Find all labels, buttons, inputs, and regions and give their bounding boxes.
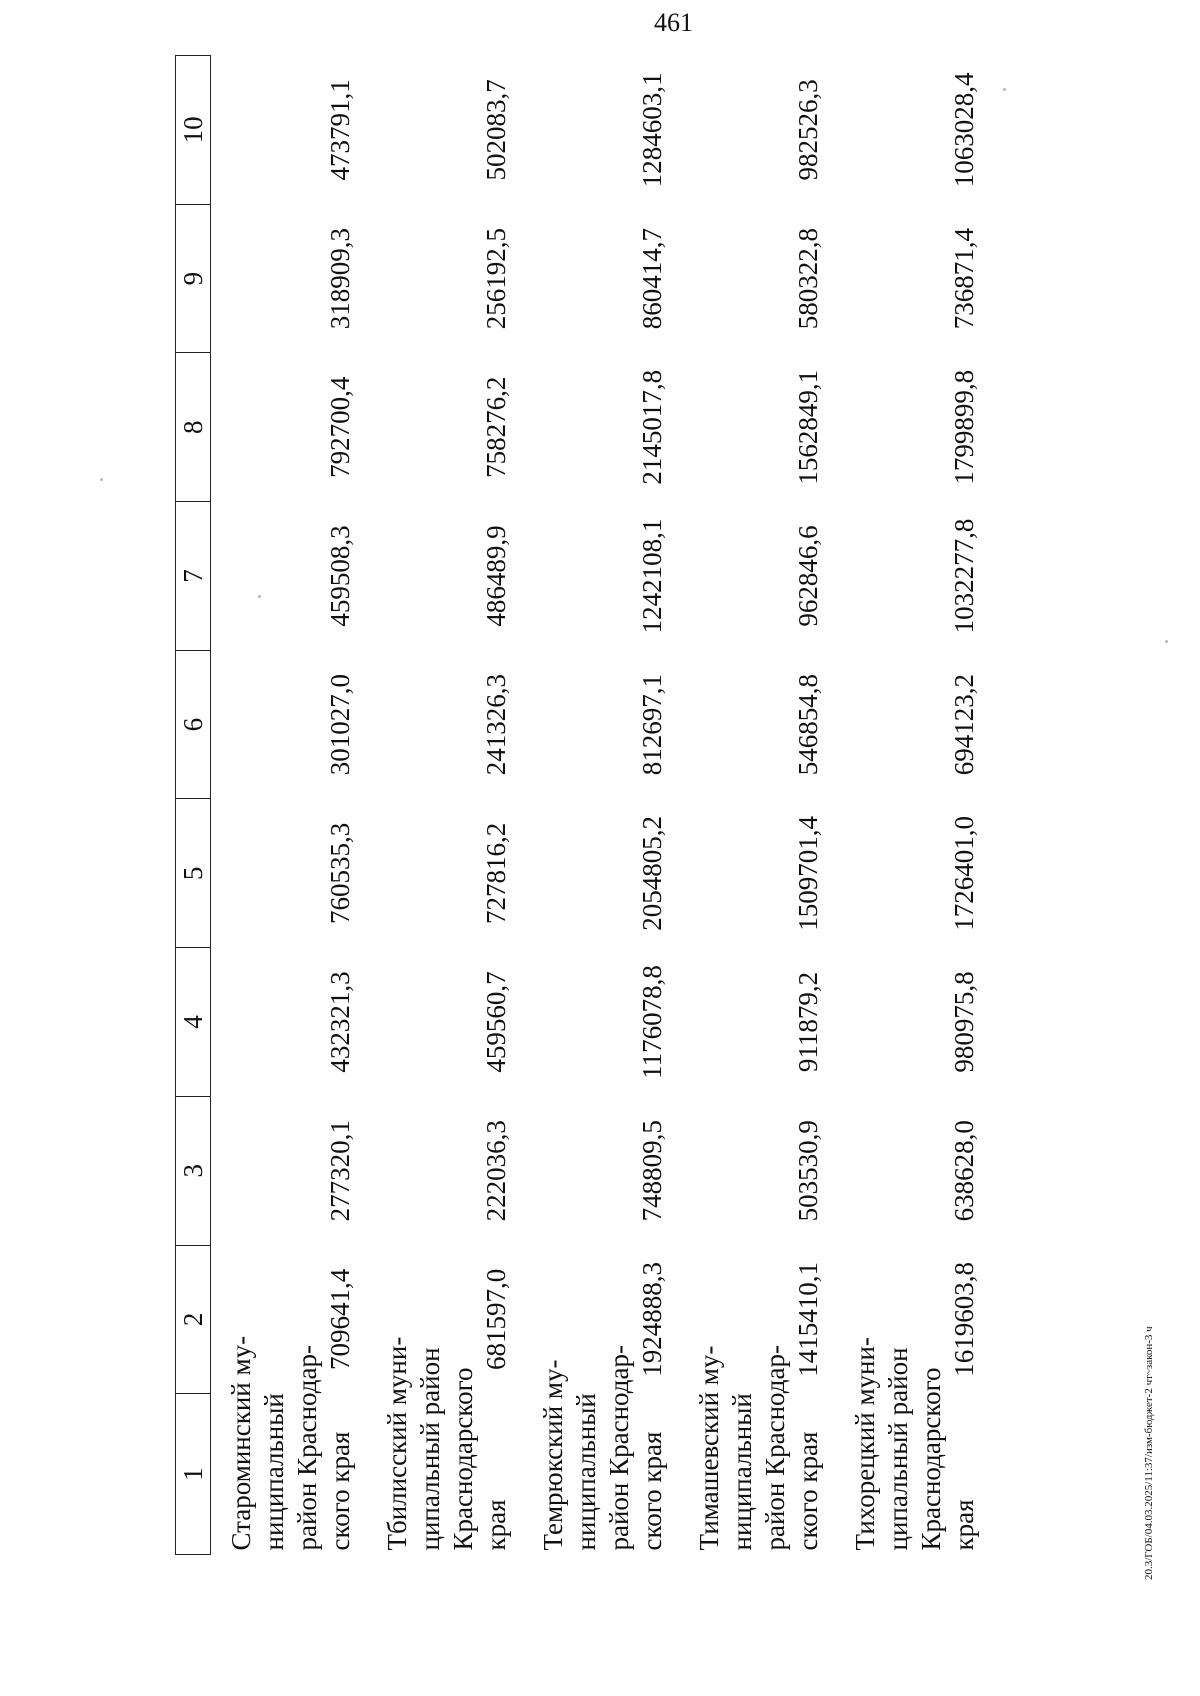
value-cell: 241326,3 [481, 674, 511, 776]
value-cell: 982526,3 [793, 79, 823, 181]
column-header: 2 [176, 1245, 211, 1394]
column-header: 6 [176, 650, 211, 799]
municipality-name-line: район Краснодар- [760, 1345, 790, 1551]
value-cell: 2054805,2 [637, 815, 667, 931]
municipality-name-line: Тихорецкий муни- [850, 1337, 880, 1551]
column-header: 1 [176, 1394, 211, 1555]
municipality-name-cell [835, 1337, 991, 1555]
value-cell: 277320,1 [325, 1120, 355, 1222]
value-cell: 748809,5 [637, 1120, 667, 1222]
municipality-name-line: ниципальный [727, 1393, 757, 1551]
municipality-name-line: ского края [637, 1431, 667, 1551]
value-cell: 1415410,1 [793, 1262, 823, 1377]
column-header: 8 [176, 353, 211, 502]
scan-speck [100, 478, 103, 481]
value-cell: 1063028,4 [949, 72, 979, 188]
column-header: 4 [176, 948, 211, 1097]
value-cell: 222036,3 [481, 1120, 511, 1222]
value-cell: 736871,4 [949, 227, 979, 330]
budget-table [175, 55, 991, 1555]
value-cell: 2145017,8 [637, 369, 667, 485]
value-cell: 1176078,8 [637, 965, 667, 1079]
municipality-name-line: ципальный район [883, 1347, 913, 1551]
value-cell: 1242108,1 [637, 518, 667, 634]
municipality-name-line: Староминский му- [226, 1335, 256, 1551]
value-cell: 486489,9 [481, 525, 511, 627]
value-cell: 812697,1 [637, 674, 667, 776]
column-header: 3 [176, 1096, 211, 1245]
municipality-name-line: края [481, 1499, 511, 1551]
value-cell: 980975,8 [949, 971, 979, 1073]
value-cell: 1284603,1 [637, 72, 667, 188]
scan-speck [1003, 88, 1006, 91]
value-cell: 758276,2 [481, 376, 511, 478]
municipality-name-line: Тимашевский му- [694, 1345, 724, 1551]
scan-speck [258, 595, 261, 598]
value-cell: 1509701,4 [793, 815, 823, 931]
value-cell: 760535,3 [325, 822, 355, 924]
value-cell: 459508,3 [325, 525, 355, 627]
value-cell: 580322,8 [793, 227, 823, 330]
table-row [523, 56, 679, 1555]
table-row [679, 56, 835, 1555]
table-row [211, 56, 368, 1555]
value-cell: 318909,3 [325, 227, 355, 330]
municipality-name-line: район Краснодар- [292, 1345, 322, 1551]
value-cell: 503530,9 [793, 1120, 823, 1222]
municipality-name-line: ципальный район [415, 1347, 445, 1551]
municipality-name-line: ниципальный [259, 1393, 289, 1551]
municipality-name-cell [211, 1335, 368, 1555]
municipality-name-line: район Краснодар- [604, 1345, 634, 1551]
municipality-name-line: ского края [325, 1431, 355, 1551]
municipality-name-cell [367, 1336, 523, 1555]
municipality-name-cell [679, 1345, 835, 1555]
column-header: 7 [176, 502, 211, 651]
value-cell: 638628,0 [949, 1120, 979, 1222]
value-cell: 546854,8 [793, 674, 823, 776]
value-cell: 727816,2 [481, 822, 511, 924]
page-number: 461 [654, 8, 693, 37]
municipality-name-line: Тбилисский муни- [382, 1336, 412, 1551]
municipality-name-line: края [949, 1499, 979, 1551]
column-header: 10 [176, 56, 211, 205]
value-cell: 432321,3 [325, 971, 355, 1073]
value-cell: 911879,2 [793, 971, 823, 1073]
municipality-name-line: Краснодарского [916, 1367, 946, 1551]
value-cell: 1924888,3 [637, 1262, 667, 1377]
value-cell: 459560,7 [481, 971, 511, 1073]
column-header: 9 [176, 204, 211, 353]
value-cell: 1619603,8 [949, 1262, 979, 1377]
document-footer-code: 20.3/ГОБ/04.03.2025/11:37/изм-бюджет-2 чт~закон-3 ч [1143, 1326, 1155, 1580]
column-number-row [176, 56, 211, 1555]
table-row [835, 56, 991, 1555]
value-cell: 694123,2 [949, 674, 979, 776]
value-cell: 1726401,0 [949, 815, 979, 931]
value-cell: 792700,4 [325, 376, 355, 478]
value-cell: 681597,0 [481, 1268, 511, 1371]
table-row [367, 56, 523, 1555]
value-cell: 860414,7 [637, 227, 667, 330]
municipality-name-line: ского края [793, 1431, 823, 1551]
scan-speck [1165, 640, 1168, 643]
column-header: 5 [176, 799, 211, 948]
municipality-name-line: Краснодарского [448, 1367, 478, 1551]
value-cell: 1562849,1 [793, 369, 823, 485]
municipality-name-cell [523, 1345, 679, 1555]
value-cell: 709641,4 [325, 1268, 355, 1371]
value-cell: 473791,1 [325, 79, 355, 181]
value-cell: 256192,5 [481, 227, 511, 330]
value-cell: 1799899,8 [949, 369, 979, 485]
municipality-name-line: Темрюкский му- [538, 1359, 568, 1551]
rotated-table-sheet [175, 35, 1155, 1555]
value-cell: 1032277,8 [949, 518, 979, 634]
value-cell: 502083,7 [481, 79, 511, 181]
value-cell: 301027,0 [325, 674, 355, 776]
municipality-name-line: ниципальный [571, 1393, 601, 1551]
value-cell: 962846,6 [793, 525, 823, 627]
